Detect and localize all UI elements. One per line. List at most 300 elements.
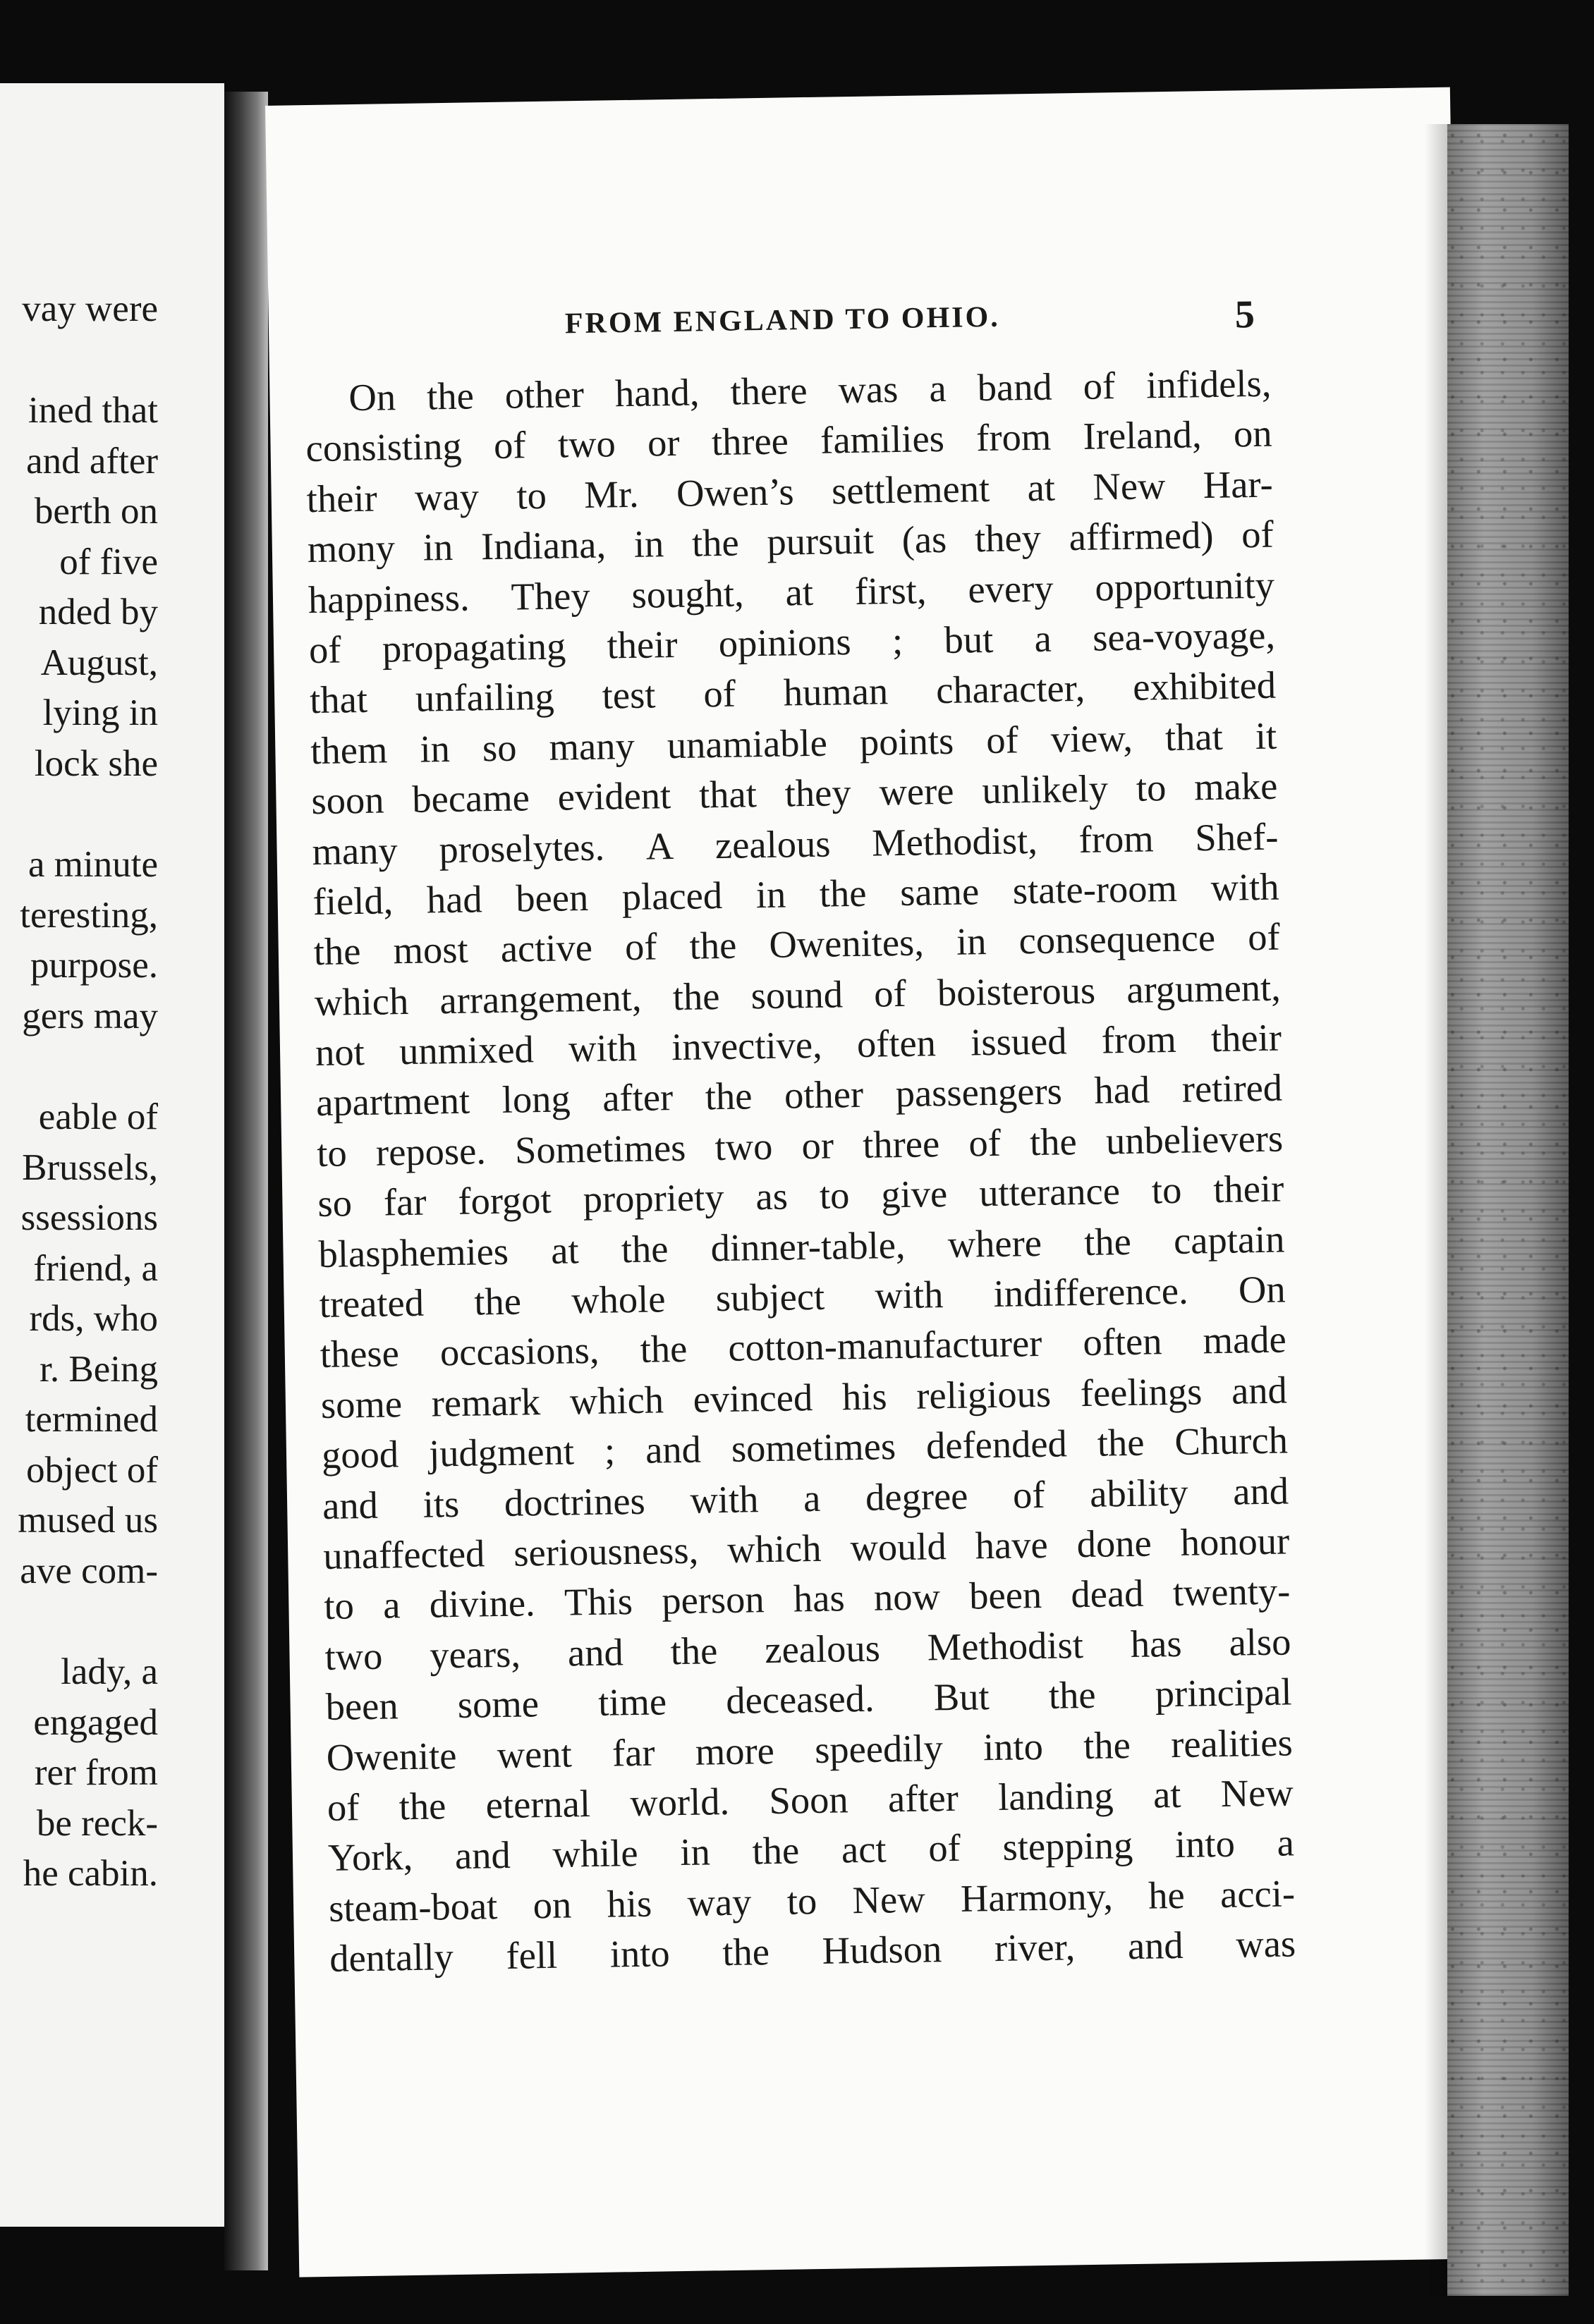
word: unbelievers bbox=[1105, 1116, 1284, 1163]
word: of bbox=[1083, 364, 1116, 408]
word: but bbox=[944, 617, 994, 661]
left-page-line: rds, who bbox=[29, 1298, 158, 1339]
word: propriety bbox=[583, 1175, 724, 1221]
word: at bbox=[550, 1228, 580, 1272]
left-page-line: a minute bbox=[28, 844, 158, 885]
word: his bbox=[841, 1374, 888, 1419]
word: the bbox=[640, 1327, 688, 1371]
word: the bbox=[426, 374, 475, 418]
word: degree bbox=[865, 1474, 968, 1519]
word: he bbox=[1148, 1873, 1186, 1917]
word: two bbox=[714, 1124, 773, 1169]
word: to bbox=[316, 1131, 348, 1175]
word: of bbox=[1012, 1472, 1045, 1517]
word: would bbox=[849, 1524, 947, 1570]
word: blasphemies bbox=[318, 1229, 509, 1276]
word: mony bbox=[307, 526, 396, 571]
word: the bbox=[689, 923, 737, 967]
word: in bbox=[956, 919, 987, 964]
word: often bbox=[856, 1021, 937, 1066]
word: their bbox=[1210, 1015, 1282, 1060]
word: utterance bbox=[978, 1169, 1121, 1215]
word: twenty- bbox=[1172, 1569, 1291, 1615]
left-page-line: ave com- bbox=[20, 1551, 158, 1591]
word: as bbox=[755, 1174, 789, 1218]
word: went bbox=[497, 1732, 573, 1776]
word: river, bbox=[994, 1925, 1076, 1970]
word: New bbox=[852, 1877, 925, 1921]
word: other bbox=[504, 372, 585, 417]
left-page-fragment bbox=[0, 83, 224, 2227]
word: dead bbox=[1071, 1572, 1144, 1616]
word: the bbox=[691, 520, 740, 565]
word: to bbox=[819, 1173, 850, 1218]
word: with bbox=[875, 1273, 944, 1317]
word: Soon bbox=[769, 1778, 849, 1823]
word: sound bbox=[750, 972, 844, 1017]
word: ; bbox=[892, 618, 904, 663]
left-page-line: rer from bbox=[34, 1752, 158, 1793]
word: the bbox=[752, 1828, 800, 1873]
word: subject bbox=[715, 1274, 825, 1320]
word: view, bbox=[1050, 716, 1133, 761]
page-header bbox=[269, 293, 1454, 361]
word: its bbox=[422, 1481, 460, 1526]
word: they bbox=[974, 515, 1042, 561]
word: remark bbox=[431, 1379, 541, 1425]
word: person bbox=[661, 1577, 765, 1622]
word: zealous bbox=[714, 821, 831, 867]
word: at bbox=[1152, 1772, 1181, 1816]
word: into bbox=[609, 1931, 671, 1976]
word: opinions bbox=[718, 620, 852, 665]
word: that bbox=[698, 772, 758, 817]
word: evident bbox=[557, 773, 671, 819]
word: Ireland, bbox=[1083, 412, 1203, 458]
word: the bbox=[670, 1628, 718, 1673]
word: often bbox=[1082, 1319, 1162, 1364]
book-fore-edge bbox=[1447, 124, 1569, 2296]
word: field, bbox=[312, 879, 394, 923]
word: good bbox=[321, 1432, 399, 1477]
left-page-line: lying in bbox=[42, 692, 158, 733]
left-page-line: vay were bbox=[22, 288, 158, 329]
word: the bbox=[722, 1930, 770, 1974]
word: to bbox=[786, 1878, 817, 1923]
word: But bbox=[933, 1675, 990, 1719]
word: eternal bbox=[485, 1781, 591, 1827]
word: way bbox=[687, 1880, 752, 1924]
word: act bbox=[841, 1827, 887, 1871]
word: defended bbox=[925, 1421, 1068, 1467]
word: ; bbox=[604, 1429, 616, 1472]
word: first, bbox=[854, 568, 927, 613]
word: was bbox=[1235, 1921, 1296, 1966]
running-head: FROM ENGLAND TO OHIO. bbox=[564, 300, 1001, 341]
word: Hudson bbox=[822, 1927, 942, 1973]
word: Owenites, bbox=[768, 920, 925, 967]
word: the bbox=[473, 1279, 522, 1323]
word: honour bbox=[1180, 1519, 1290, 1564]
left-page-line: berth on bbox=[34, 491, 158, 532]
word: which bbox=[726, 1526, 822, 1571]
word: so bbox=[482, 726, 517, 770]
word: the bbox=[1083, 1219, 1132, 1264]
word: most bbox=[393, 927, 469, 972]
word: from bbox=[975, 415, 1052, 460]
word: of bbox=[968, 1120, 1002, 1165]
word: the bbox=[1083, 1723, 1131, 1767]
word: Methodist bbox=[927, 1622, 1084, 1669]
left-page-line: purpose. bbox=[30, 945, 158, 986]
left-page-line: be reck- bbox=[36, 1803, 158, 1844]
word: done bbox=[1076, 1521, 1152, 1566]
word: unmixed bbox=[399, 1027, 535, 1073]
word: had bbox=[426, 877, 483, 922]
word: were bbox=[879, 769, 954, 814]
word: repose. bbox=[375, 1129, 487, 1174]
word: unamiable bbox=[667, 721, 828, 766]
word: some bbox=[320, 1381, 403, 1426]
word: Sometimes bbox=[514, 1125, 686, 1172]
word: infidels, bbox=[1145, 361, 1272, 407]
word: a bbox=[1277, 1821, 1295, 1865]
word: into bbox=[982, 1724, 1044, 1768]
word: they bbox=[784, 771, 852, 815]
word: of bbox=[702, 671, 736, 716]
word: indifference. bbox=[993, 1268, 1189, 1316]
word: of bbox=[985, 718, 1019, 762]
left-page-line: ssessions bbox=[20, 1197, 158, 1238]
word: New bbox=[1220, 1770, 1294, 1815]
word: has bbox=[793, 1576, 846, 1620]
word: also bbox=[1229, 1620, 1291, 1664]
word: stepping bbox=[1002, 1823, 1133, 1869]
word: while bbox=[552, 1831, 639, 1876]
word: acci- bbox=[1219, 1871, 1296, 1916]
word: hand, bbox=[614, 370, 700, 415]
page-number: 5 bbox=[1234, 293, 1255, 337]
word: make bbox=[1193, 764, 1278, 809]
word: Shef- bbox=[1194, 814, 1279, 859]
word: in bbox=[422, 525, 454, 569]
word: other bbox=[784, 1072, 864, 1118]
word: became bbox=[411, 776, 530, 821]
word: of bbox=[927, 1826, 961, 1870]
word: They bbox=[511, 573, 591, 618]
left-page-line: teresting, bbox=[20, 895, 158, 936]
word: at bbox=[1027, 465, 1056, 509]
word: band bbox=[977, 365, 1053, 410]
word: consequence bbox=[1018, 916, 1216, 962]
word: years, bbox=[429, 1632, 521, 1677]
word: that bbox=[1164, 714, 1224, 759]
word: Owen’s bbox=[676, 470, 795, 515]
word: two bbox=[557, 422, 616, 466]
left-page-line: engaged bbox=[33, 1702, 158, 1743]
word: sometimes bbox=[731, 1424, 896, 1471]
word: and bbox=[1127, 1923, 1184, 1968]
word: This bbox=[564, 1579, 633, 1624]
word: New bbox=[1092, 463, 1166, 508]
word: on bbox=[1233, 412, 1272, 455]
word: to bbox=[323, 1584, 355, 1628]
left-page-line: August, bbox=[40, 642, 158, 683]
word: of bbox=[1241, 512, 1274, 556]
left-page-line: mused us bbox=[18, 1500, 158, 1541]
word: or bbox=[801, 1123, 834, 1168]
left-page-line: r. Being bbox=[39, 1349, 158, 1390]
word: seriousness, bbox=[513, 1528, 699, 1574]
word: with bbox=[689, 1476, 759, 1522]
word: propagating bbox=[382, 624, 566, 671]
word: far bbox=[383, 1180, 427, 1224]
word: into bbox=[1174, 1822, 1236, 1866]
word: consisting bbox=[305, 424, 463, 470]
word: realities bbox=[1170, 1720, 1294, 1766]
word: been bbox=[325, 1684, 399, 1729]
word: in bbox=[755, 872, 786, 917]
word: where bbox=[947, 1221, 1042, 1266]
word: (as bbox=[901, 518, 947, 562]
right-page bbox=[265, 87, 1484, 2277]
word: judgment bbox=[428, 1429, 575, 1475]
left-page-line: of five bbox=[59, 542, 158, 582]
word: in bbox=[633, 522, 664, 566]
word: of bbox=[624, 924, 657, 969]
word: retired bbox=[1181, 1065, 1283, 1111]
word: Har- bbox=[1203, 462, 1274, 506]
word: A bbox=[645, 824, 674, 868]
word: families bbox=[820, 417, 945, 463]
word: the bbox=[621, 1226, 669, 1271]
word: pursuit bbox=[766, 518, 875, 564]
word: Mr. bbox=[583, 472, 640, 516]
word: long bbox=[501, 1077, 571, 1122]
word: doctrines bbox=[504, 1479, 646, 1524]
word: evinced bbox=[693, 1375, 813, 1421]
word: speedily bbox=[814, 1725, 944, 1771]
word: exhibited bbox=[1132, 663, 1277, 709]
word: whole bbox=[571, 1277, 666, 1322]
word: argument, bbox=[1126, 965, 1282, 1011]
word: Church bbox=[1174, 1418, 1289, 1464]
word: a bbox=[1034, 616, 1052, 660]
word: with bbox=[1210, 864, 1279, 909]
word: and bbox=[322, 1483, 379, 1527]
word: soon bbox=[311, 778, 384, 823]
word: passengers bbox=[895, 1069, 1063, 1115]
word: Indiana, bbox=[480, 522, 607, 568]
word: the bbox=[1048, 1672, 1096, 1717]
word: feelings bbox=[1080, 1369, 1203, 1414]
left-page-line: Brussels, bbox=[22, 1147, 158, 1188]
word: unaffected bbox=[322, 1531, 485, 1577]
word: not bbox=[315, 1030, 365, 1075]
left-page-line: lock she bbox=[34, 743, 158, 784]
word: a bbox=[382, 1583, 401, 1627]
word: of bbox=[308, 628, 342, 672]
word: arrangement, bbox=[439, 975, 642, 1022]
word: Methodist, bbox=[871, 818, 1038, 864]
word: his bbox=[607, 1881, 652, 1926]
word: time bbox=[597, 1680, 667, 1725]
word: from bbox=[1101, 1017, 1177, 1062]
word: it bbox=[1255, 714, 1277, 757]
word: give bbox=[880, 1172, 948, 1216]
left-page-line: friend, a bbox=[33, 1248, 158, 1289]
word: fell bbox=[506, 1933, 558, 1978]
word: On bbox=[1238, 1267, 1286, 1311]
left-page-line: termined bbox=[25, 1399, 158, 1440]
word: their bbox=[607, 622, 678, 667]
word: principal bbox=[1155, 1670, 1292, 1716]
body-text bbox=[305, 358, 1296, 1984]
word: after bbox=[887, 1775, 959, 1821]
word: after bbox=[602, 1075, 674, 1120]
word: sought, bbox=[631, 570, 745, 616]
word: have bbox=[975, 1522, 1049, 1567]
word: way bbox=[414, 475, 480, 519]
word: affirmed) bbox=[1069, 513, 1214, 559]
word: issued bbox=[970, 1019, 1067, 1064]
word: a bbox=[928, 366, 947, 410]
word: world. bbox=[629, 1779, 730, 1825]
word: the bbox=[313, 929, 361, 974]
word: apartment bbox=[315, 1079, 470, 1125]
word: many bbox=[312, 828, 399, 873]
word: York, bbox=[327, 1835, 413, 1880]
word: same bbox=[899, 869, 980, 914]
word: steam-boat bbox=[328, 1883, 498, 1930]
word: that bbox=[309, 678, 368, 722]
word: in bbox=[419, 726, 451, 771]
word: with bbox=[568, 1025, 638, 1070]
word: the bbox=[1029, 1119, 1078, 1164]
word: settlement bbox=[831, 466, 990, 513]
word: and bbox=[454, 1833, 511, 1878]
word: of bbox=[873, 971, 907, 1015]
word: a bbox=[803, 1476, 821, 1519]
word: on bbox=[533, 1883, 572, 1927]
word: and bbox=[567, 1630, 624, 1675]
word: state-room bbox=[1012, 866, 1178, 912]
word: far bbox=[612, 1730, 655, 1775]
word: their bbox=[306, 476, 378, 520]
word: these bbox=[320, 1331, 400, 1376]
word: to bbox=[1151, 1168, 1182, 1212]
word: two bbox=[324, 1634, 383, 1678]
word: divine. bbox=[429, 1581, 536, 1626]
word: and bbox=[645, 1427, 702, 1472]
word: been bbox=[515, 875, 589, 920]
word: which bbox=[569, 1378, 664, 1423]
word: has bbox=[1130, 1621, 1182, 1665]
word: three bbox=[862, 1122, 940, 1166]
word: now bbox=[873, 1574, 941, 1620]
word: deceased. bbox=[725, 1676, 875, 1723]
word: of bbox=[1247, 915, 1281, 959]
word: ability bbox=[1089, 1470, 1188, 1515]
word: the bbox=[399, 1784, 446, 1828]
word: active bbox=[500, 926, 593, 971]
word: points bbox=[859, 718, 954, 764]
word: treated bbox=[319, 1280, 425, 1326]
left-page-line: lady, a bbox=[61, 1651, 158, 1692]
word: of bbox=[327, 1785, 360, 1829]
word: the bbox=[705, 1074, 753, 1118]
word: test bbox=[602, 673, 656, 717]
left-page-line: nded by bbox=[38, 592, 158, 632]
word: to bbox=[1136, 766, 1167, 809]
word: was bbox=[838, 367, 899, 412]
word: them bbox=[310, 728, 388, 772]
word: Harmony, bbox=[960, 1874, 1114, 1920]
word: and bbox=[1231, 1368, 1288, 1412]
word: cotton-manufacturer bbox=[727, 1321, 1042, 1370]
word: the bbox=[1097, 1420, 1145, 1464]
word: had bbox=[1093, 1068, 1150, 1113]
word: Owenite bbox=[326, 1733, 457, 1779]
word: the bbox=[672, 974, 720, 1018]
book-gutter bbox=[224, 92, 268, 2270]
word: many bbox=[549, 723, 635, 769]
word: their bbox=[1212, 1166, 1284, 1211]
word: landing bbox=[997, 1773, 1114, 1818]
left-page-line: ined that bbox=[28, 390, 158, 431]
word: in bbox=[679, 1830, 711, 1874]
left-page-line: object of bbox=[26, 1450, 158, 1491]
word: or bbox=[647, 421, 680, 465]
word: religious bbox=[915, 1371, 1052, 1417]
word: every bbox=[967, 566, 1054, 611]
word: and bbox=[1232, 1469, 1289, 1513]
word: made bbox=[1203, 1317, 1287, 1362]
word: unfailing bbox=[415, 675, 555, 721]
word: dentally bbox=[329, 1935, 454, 1980]
word: happiness. bbox=[308, 575, 470, 621]
word: human bbox=[783, 669, 889, 714]
word: dinner-table, bbox=[710, 1223, 906, 1269]
word: opportunity bbox=[1095, 563, 1275, 609]
word: which bbox=[314, 979, 409, 1024]
word: at bbox=[785, 570, 814, 614]
word: forgot bbox=[457, 1178, 552, 1223]
word: invective, bbox=[671, 1022, 823, 1069]
word: occasions, bbox=[439, 1328, 600, 1374]
word: zealous bbox=[764, 1626, 881, 1671]
word: sea-voyage, bbox=[1092, 613, 1276, 659]
left-page-line: and after bbox=[26, 441, 158, 482]
word: unlikely bbox=[981, 766, 1109, 812]
word: placed bbox=[621, 873, 723, 919]
word: been bbox=[968, 1573, 1042, 1617]
word: On bbox=[348, 375, 396, 420]
word: there bbox=[730, 368, 808, 413]
word: captain bbox=[1173, 1217, 1285, 1262]
word: some bbox=[457, 1682, 540, 1727]
word: proselytes. bbox=[439, 825, 605, 871]
word: of bbox=[493, 423, 526, 467]
word: so bbox=[317, 1181, 353, 1225]
word: more bbox=[695, 1728, 775, 1773]
word: boisterous bbox=[937, 968, 1096, 1014]
word: from bbox=[1078, 816, 1155, 861]
word: character, bbox=[935, 666, 1085, 712]
word: to bbox=[516, 473, 547, 518]
left-page-line: gers may bbox=[22, 996, 158, 1036]
word: the bbox=[819, 871, 867, 915]
